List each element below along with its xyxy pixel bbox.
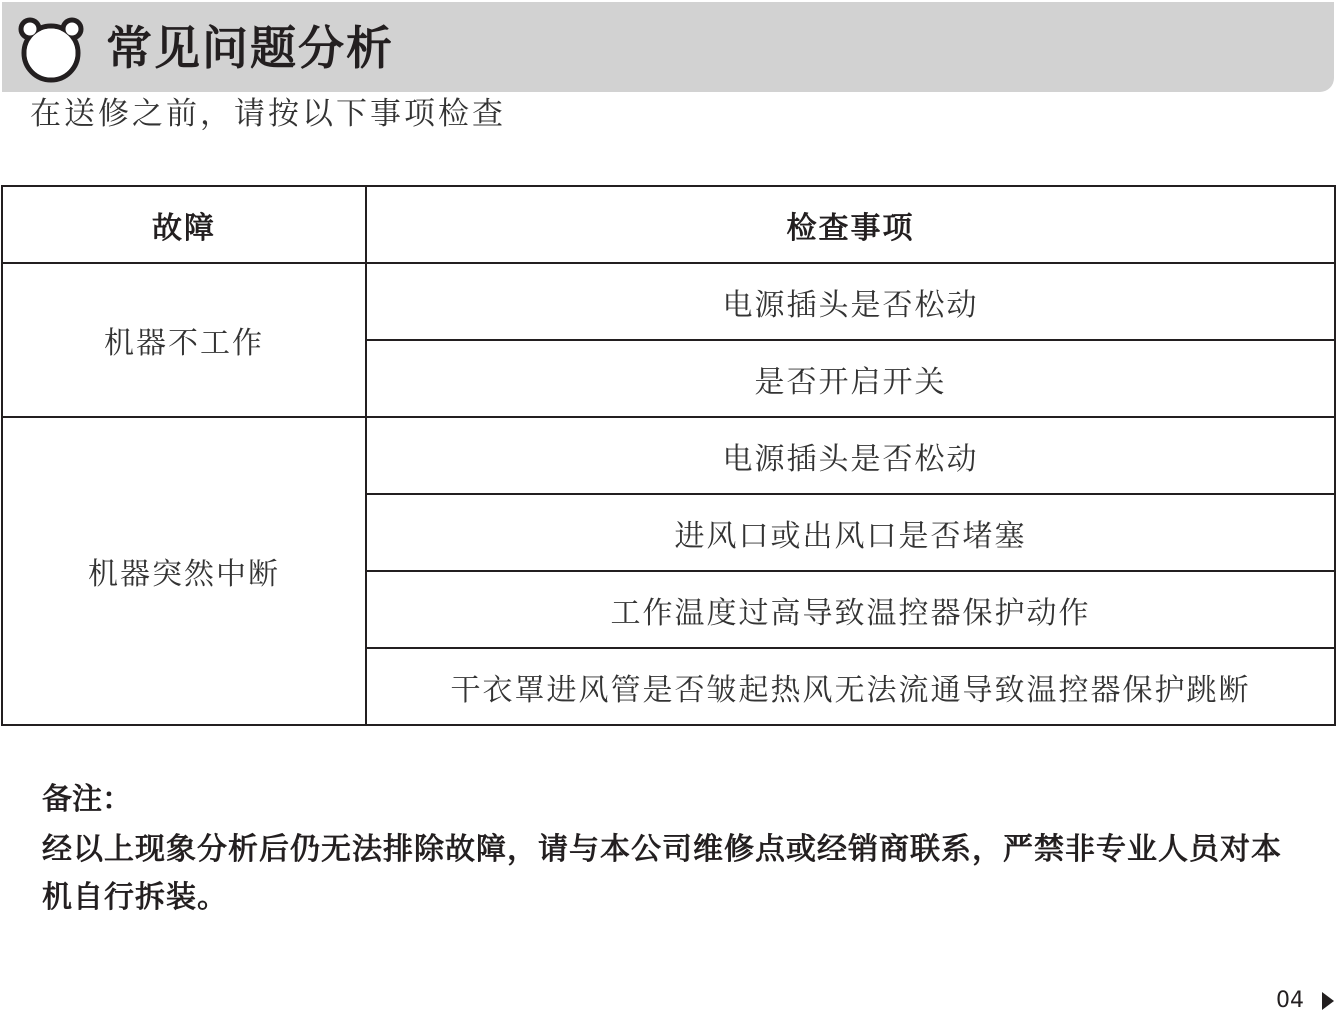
check-cell: 工作温度过高导致温控器保护动作 bbox=[366, 571, 1335, 648]
check-cell: 干衣罩进风管是否皱起热风无法流通导致温控器保护跳断 bbox=[366, 648, 1335, 725]
note-text: 经以上现象分析后仍无法排除故障，请与本公司维修点或经销商联系，严禁非专业人员对本机自行拆装。 bbox=[42, 832, 1282, 915]
check-cell: 电源插头是否松动 bbox=[366, 417, 1335, 494]
header-bar bbox=[2, 2, 1334, 92]
check-cell: 是否开启开关 bbox=[366, 340, 1335, 417]
fault-cell: 机器不工作 bbox=[2, 263, 366, 417]
subtitle: 在送修之前，请按以下事项检查 bbox=[30, 96, 506, 132]
column-header-fault: 故障 bbox=[2, 186, 366, 263]
table-row bbox=[2, 417, 1335, 494]
troubleshooting-table bbox=[1, 185, 1336, 726]
check-cell: 电源插头是否松动 bbox=[366, 263, 1335, 340]
bear-head-icon bbox=[18, 16, 84, 84]
column-header-checks: 检查事项 bbox=[366, 186, 1335, 263]
check-cell: 进风口或出风口是否堵塞 bbox=[366, 494, 1335, 571]
play-right-icon bbox=[1322, 992, 1334, 1010]
table-header-row bbox=[2, 186, 1335, 263]
table-row bbox=[2, 263, 1335, 340]
fault-cell: 机器突然中断 bbox=[2, 417, 366, 725]
page-number: 04 bbox=[1276, 988, 1304, 1013]
page-title: 常见问题分析 bbox=[106, 21, 394, 75]
note-label: 备注： bbox=[42, 782, 132, 817]
